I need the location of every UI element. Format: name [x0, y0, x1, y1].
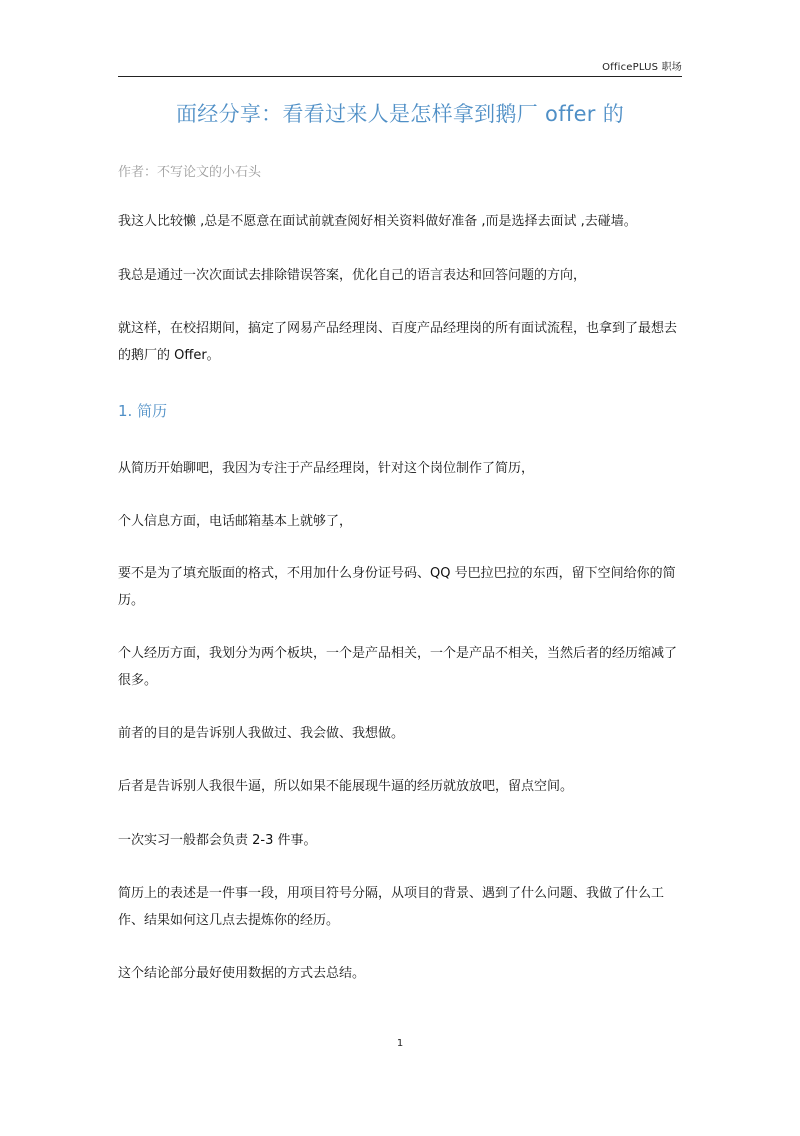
intro-paragraph-2: 我总是通过一次次面试去排除错误答案，优化自己的语言表达和回答问题的方向，: [118, 268, 587, 283]
section-paragraph-1: 从简历开始聊吧，我因为专注于产品经理岗，针对这个岗位制作了简历，: [118, 461, 535, 476]
section-paragraph-9: 这个结论部分最好使用数据的方式去总结。: [118, 966, 366, 981]
intro-paragraph-3: 就这样，在校招期间，搞定了网易产品经理岗、百度产品经理岗的所有面试流程，也拿到了最想去的鹅厂的 Offer。: [118, 321, 678, 363]
header-divider: [118, 76, 682, 77]
intro-paragraph-1: 我这人比较懒 ,总是不愿意在面试前就查阅好相关资料做好准备 ,而是选择去面试 ,去碰墙。: [118, 214, 637, 229]
section-paragraph-4: 个人经历方面，我划分为两个板块，一个是产品相关，一个是产品不相关，当然后者的经历缩减了很多。: [118, 646, 678, 688]
section-paragraph-7: 一次实习一般都会负责 2-3 件事。: [118, 833, 317, 848]
author-line: 作者：不写论文的小石头: [118, 165, 262, 180]
page-number: 1: [396, 1038, 404, 1049]
section-heading-resume: 1. 简历: [118, 402, 168, 420]
section-paragraph-5: 前者的目的是告诉别人我做过、我会做、我想做。: [118, 726, 405, 741]
section-paragraph-6: 后者是告诉别人我很牛逼，所以如果不能展现牛逼的经历就放放吧，留点空间。: [118, 779, 574, 794]
section-paragraph-3: 要不是为了填充版面的格式，不用加什么身份证号码、QQ 号巴拉巴拉的东西，留下空间给你的简历。: [118, 566, 676, 608]
document-title: 面经分享：看看过来人是怎样拿到鹅厂 offer 的: [175, 102, 625, 126]
section-paragraph-8: 简历上的表述是一件事一段，用项目符号分隔，从项目的背景、遇到了什么问题、我做了什么工作、结果如何这几点去提炼你的经历。: [118, 886, 665, 928]
header-brand: OfficePLUS 职场: [602, 62, 682, 73]
section-paragraph-2: 个人信息方面，电话邮箱基本上就够了，: [118, 514, 353, 529]
